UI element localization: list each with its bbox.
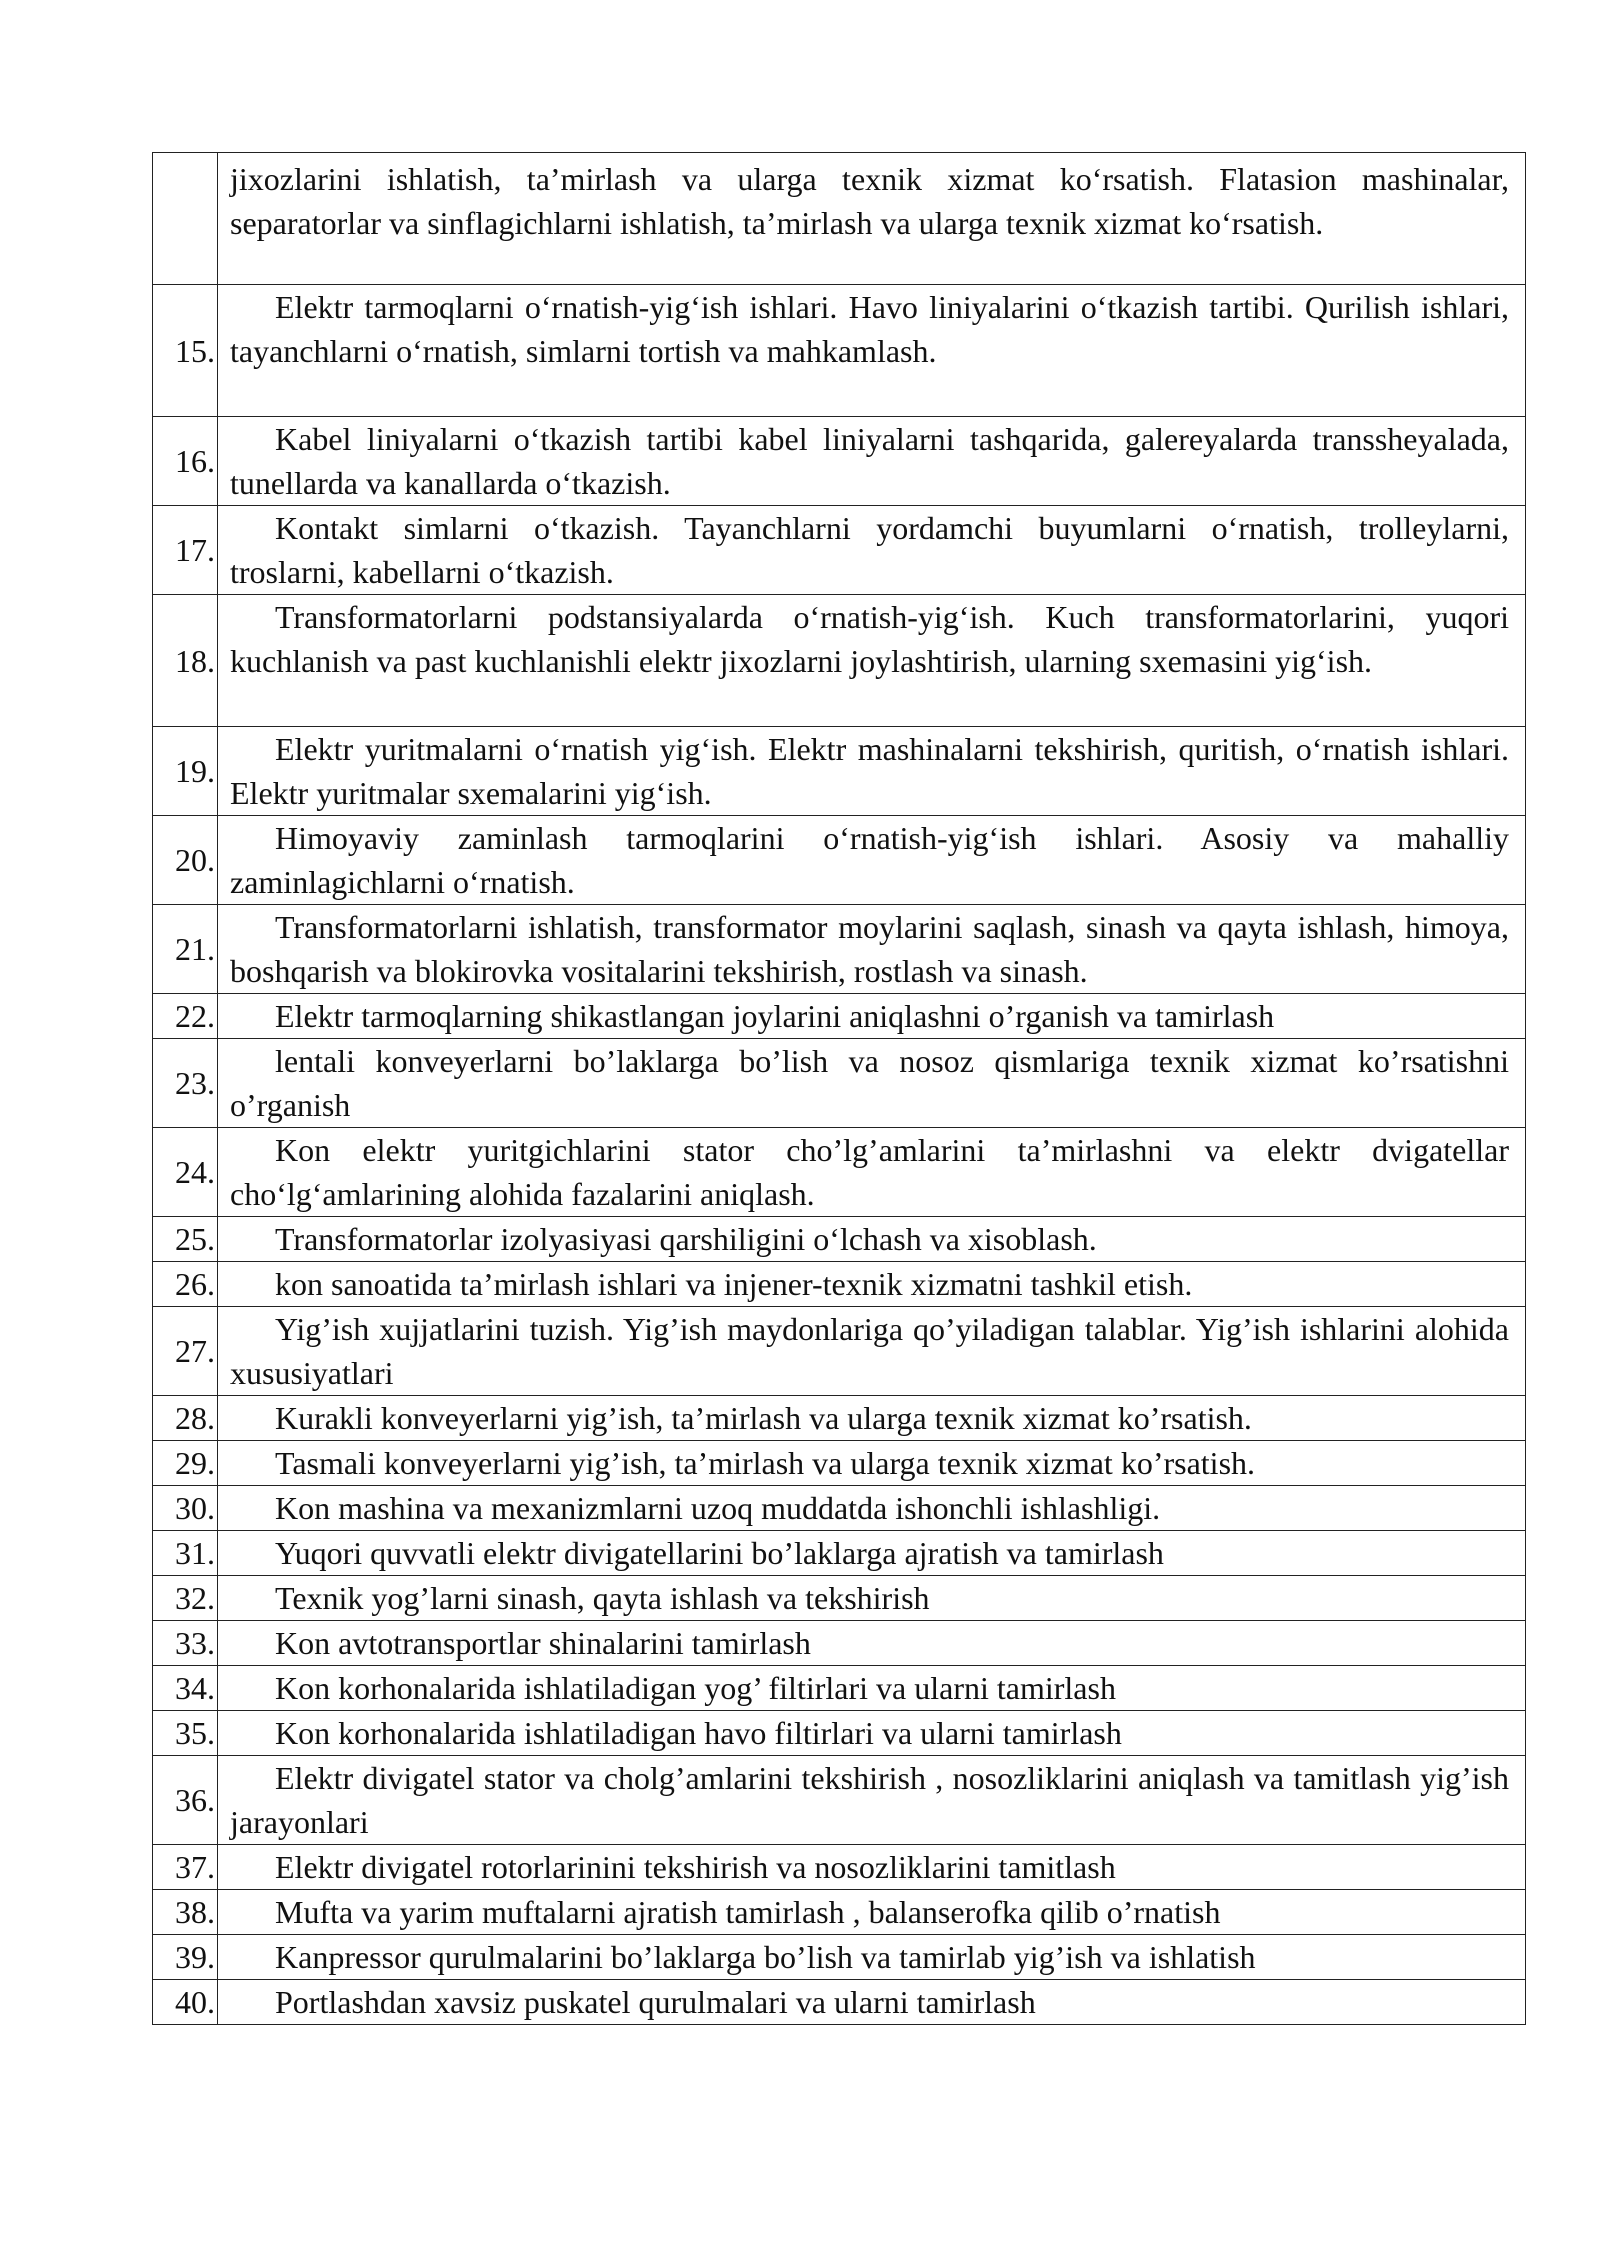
table-row: [153, 1935, 1526, 1980]
row-number: 23.: [153, 1039, 218, 1128]
topics-table: [152, 152, 1526, 2025]
row-text: Elektr divigatel stator va cholg’amlarini tekshirish , nosozliklarini aniqlash va tamitlash yig’ish jarayonlari: [218, 1756, 1526, 1845]
row-text: Elektr tarmoqlarni o‘rnatish-yig‘ish ishlari. Havo liniyalarini o‘tkazish tartibi. Qurilish ishlari, tayanchlarni o‘rnatish, simlarni tortish va mahkamlash.: [218, 285, 1526, 417]
row-text: jixozlarini ishlatish, ta’mirlash va ularga texnik xizmat ko‘rsatish. Flatasion mashinalar, separatorlar va sinflagichlarni ishlatish, ta’mirlash va ularga texnik xizmat ko‘rsatish.: [218, 153, 1526, 285]
row-number: 33.: [153, 1621, 218, 1666]
table-row: [153, 1711, 1526, 1756]
row-text: kon sanoatida ta’mirlash ishlari va injener-texnik xizmatni tashkil etish.: [218, 1262, 1526, 1307]
row-number: 32.: [153, 1576, 218, 1621]
row-number: 22.: [153, 994, 218, 1039]
row-number: 37.: [153, 1845, 218, 1890]
table-row: [153, 1441, 1526, 1486]
row-text: Tasmali konveyerlarni yig’ish, ta’mirlash va ularga texnik xizmat ko’rsatish.: [218, 1441, 1526, 1486]
row-text: Texnik yog’larni sinash, qayta ishlash va tekshirish: [218, 1576, 1526, 1621]
table-row: [153, 506, 1526, 595]
row-text: Portlashdan xavsiz puskatel qurulmalari va ularni tamirlash: [218, 1980, 1526, 2025]
table-row: [153, 994, 1526, 1039]
row-number: [153, 153, 218, 285]
table-row: [153, 1621, 1526, 1666]
row-number: 30.: [153, 1486, 218, 1531]
table-row: [153, 1307, 1526, 1396]
table-row: [153, 1666, 1526, 1711]
table-row: [153, 1486, 1526, 1531]
row-number: 17.: [153, 506, 218, 595]
row-text: Elektr divigatel rotorlarinini tekshirish va nosozliklarini tamitlash: [218, 1845, 1526, 1890]
row-text: Kon korhonalarida ishlatiladigan yog’ filtirlari va ularni tamirlash: [218, 1666, 1526, 1711]
row-number: 40.: [153, 1980, 218, 2025]
row-number: 31.: [153, 1531, 218, 1576]
table-row: [153, 905, 1526, 994]
table-row: [153, 285, 1526, 417]
row-text: Himoyaviy zaminlash tarmoqlarini o‘rnatish-yig‘ish ishlari. Asosiy va mahalliy zaminlagichlarni o‘rnatish.: [218, 816, 1526, 905]
row-text: Kon korhonalarida ishlatiladigan havo filtirlari va ularni tamirlash: [218, 1711, 1526, 1756]
table-row: [153, 1396, 1526, 1441]
table-row: [153, 1845, 1526, 1890]
row-number: 24.: [153, 1128, 218, 1217]
row-number: 35.: [153, 1711, 218, 1756]
row-number: 18.: [153, 595, 218, 727]
topics-table-body: [153, 153, 1526, 2025]
table-row: [153, 1262, 1526, 1307]
row-text: lentali konveyerlarni bo’laklarga bo’lish va nosoz qismlariga texnik xizmat ko’rsatishni o’rganish: [218, 1039, 1526, 1128]
row-text: Transformatorlarni ishlatish, transformator moylarini saqlash, sinash va qayta ishlash, himoya, boshqarish va blokirovka vositalarini tekshirish, rostlash va sinash.: [218, 905, 1526, 994]
row-number: 21.: [153, 905, 218, 994]
table-row: [153, 727, 1526, 816]
row-number: 38.: [153, 1890, 218, 1935]
row-number: 16.: [153, 417, 218, 506]
row-text: Yig’ish xujjatlarini tuzish. Yig’ish maydonlariga qo’yiladigan talablar. Yig’ish ishlarini alohida xususiyatlari: [218, 1307, 1526, 1396]
table-row: [153, 1128, 1526, 1217]
row-number: 15.: [153, 285, 218, 417]
row-number: 29.: [153, 1441, 218, 1486]
table-row: [153, 1531, 1526, 1576]
row-number: 19.: [153, 727, 218, 816]
table-row: [153, 1756, 1526, 1845]
row-text: Kurakli konveyerlarni yig’ish, ta’mirlash va ularga texnik xizmat ko’rsatish.: [218, 1396, 1526, 1441]
row-number: 26.: [153, 1262, 218, 1307]
table-row: [153, 816, 1526, 905]
row-text: Kanpressor qurulmalarini bo’laklarga bo’lish va tamirlab yig’ish va ishlatish: [218, 1935, 1526, 1980]
row-number: 36.: [153, 1756, 218, 1845]
row-text: Yuqori quvvatli elektr divigatellarini bo’laklarga ajratish va tamirlash: [218, 1531, 1526, 1576]
row-number: 39.: [153, 1935, 218, 1980]
row-text: Mufta va yarim muftalarni ajratish tamirlash , balanserofka qilib o’rnatish: [218, 1890, 1526, 1935]
row-number: 27.: [153, 1307, 218, 1396]
row-text: Transformatorlar izolyasiyasi qarshiligini o‘lchash va xisoblash.: [218, 1217, 1526, 1262]
table-row: [153, 1039, 1526, 1128]
row-number: 20.: [153, 816, 218, 905]
row-text: Kontakt simlarni o‘tkazish. Tayanchlarni yordamchi buyumlarni o‘rnatish, trolleylarni, troslarni, kabellarni o‘tkazish.: [218, 506, 1526, 595]
table-row: [153, 1980, 1526, 2025]
row-text: Kon avtotransportlar shinalarini tamirlash: [218, 1621, 1526, 1666]
table-row: [153, 1890, 1526, 1935]
table-row: [153, 595, 1526, 727]
row-number: 28.: [153, 1396, 218, 1441]
table-row: [153, 153, 1526, 285]
row-text: Elektr tarmoqlarning shikastlangan joylarini aniqlashni o’rganish va tamirlash: [218, 994, 1526, 1039]
row-text: Kon mashina va mexanizmlarni uzoq muddatda ishonchli ishlashligi.: [218, 1486, 1526, 1531]
row-number: 25.: [153, 1217, 218, 1262]
row-text: Elektr yuritmalarni o‘rnatish yig‘ish. Elektr mashinalarni tekshirish, quritish, o‘rnatish ishlari. Elektr yuritmalar sxemalarini yig‘ish.: [218, 727, 1526, 816]
table-row: [153, 417, 1526, 506]
row-text: Kabel liniyalarni o‘tkazish tartibi kabel liniyalarni tashqarida, galereyalarda transsheyalada, tunellarda va kanallarda o‘tkazish.: [218, 417, 1526, 506]
table-row: [153, 1576, 1526, 1621]
row-number: 34.: [153, 1666, 218, 1711]
row-text: Transformatorlarni podstansiyalarda o‘rnatish-yig‘ish. Kuch transformatorlarini, yuqori kuchlanish va past kuchlanishli elektr jixozlarni joylashtirish, ularning sxemasini yig‘ish.: [218, 595, 1526, 727]
table-row: [153, 1217, 1526, 1262]
row-text: Kon elektr yuritgichlarini stator cho’lg’amlarini ta’mirlashni va elektr dvigatellar cho‘lg‘amlarining alohida fazalarini aniqlash.: [218, 1128, 1526, 1217]
